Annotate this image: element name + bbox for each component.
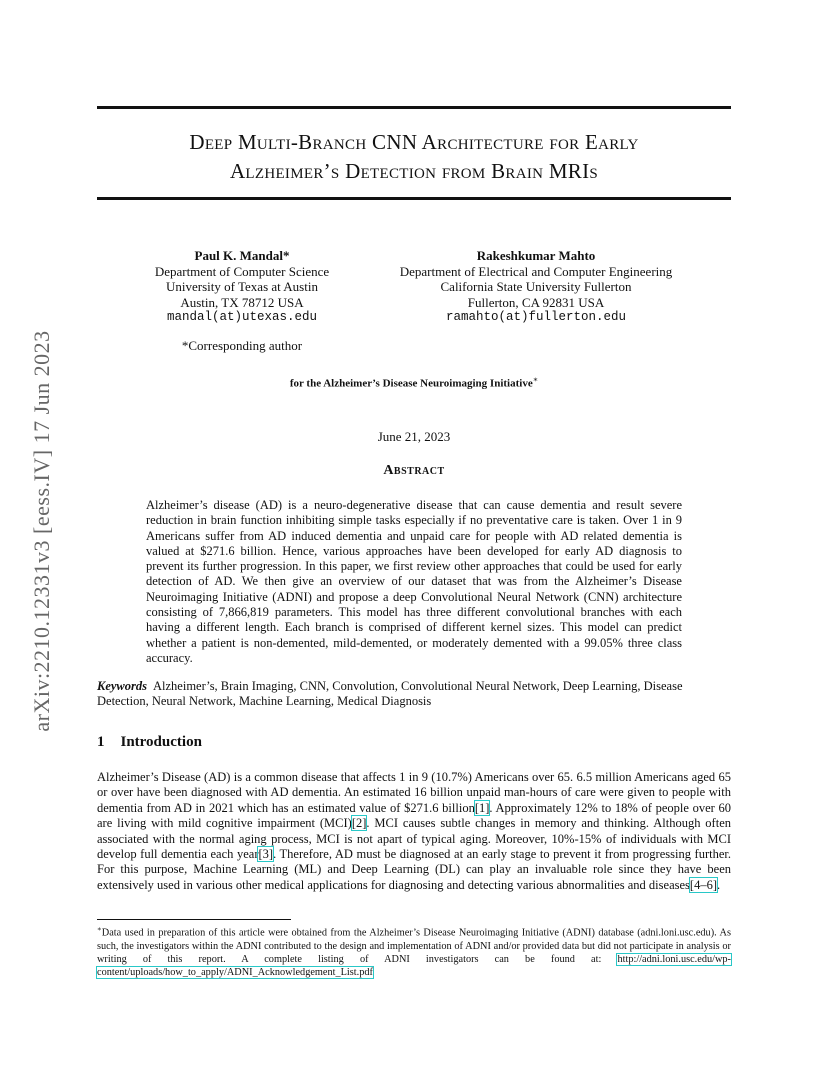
introduction-paragraph (97, 770, 731, 893)
section-heading-introduction (97, 734, 202, 751)
footnote-mark: ∗ (97, 925, 102, 933)
intro-text: . Approximately 12% to 18% of people over 60 are living with mild cognitive impairment (MCI) (97, 800, 731, 831)
title-rule-top (97, 106, 731, 109)
footnote-text: Data used in preparation of this article were obtained from the Alzheimer’s Disease Neuroimaging Initiative (ADNI) database (adni.loni.usc.edu). As such, the investigators within the ADNI contributed to the design and implementation of ADNI and/or provided data but did not participate in analysis or writing of this report. A complete listing of ADNI investigators can be found at: (97, 927, 731, 965)
title-line-1: Deep Multi-Branch CNN Architecture for Early (189, 130, 639, 154)
citation-link[interactable]: [4–6] (689, 877, 717, 892)
paper-date: June 21, 2023 (377, 429, 451, 444)
section-title: Introduction (120, 734, 202, 750)
author-institution: California State University Fullerton (440, 279, 632, 294)
author-name: Paul K. Mandal* (194, 248, 290, 263)
citation-link[interactable]: [3] (258, 847, 274, 862)
author-address: Fullerton, CA 92831 USA (467, 294, 605, 310)
footnote-rule (97, 919, 291, 920)
author-email: ramahto(at)fullerton.edu (445, 310, 627, 324)
corresponding-author-note: *Corresponding author (181, 338, 303, 353)
author-email: mandal(at)utexas.edu (166, 310, 318, 324)
title-line-2: Alzheimer’s Detection from Brain MRIs (229, 159, 599, 183)
author-institution: University of Texas at Austin (166, 279, 318, 294)
initiative-affiliation (97, 375, 731, 390)
keywords-list: Alzheimer’s, Brain Imaging, CNN, Convolution, Convolutional Neural Network, Deep Learning, Disease Detection, Neural Network, Machine Learning, Medical Diagnosis (97, 679, 683, 709)
initiative-text: for the Alzheimer’s Disease Neuroimaging Initiative (289, 377, 533, 390)
arxiv-side-stamp (26, 290, 58, 772)
author-department: Department of Electrical and Computer Engineering (399, 263, 673, 279)
author-block-2 (388, 248, 684, 326)
intro-text: . MCI causes subtle changes in memory and thinking. Although often associated with the normal aging process, MCI is not apart of typical aging. Moreover, 10%-15% of individuals with MCI develop full dementia each year (97, 816, 731, 862)
initiative-footnote-mark[interactable]: ∗ (532, 375, 539, 384)
keywords-label: Keywords (97, 679, 147, 693)
intro-text: Alzheimer’s Disease (AD) is a common disease that affects 1 in 9 (10.7%) Americans over 65. 6.5 million Americans aged 65 or over have been diagnosed with AD dementia. An estimated 16 billion unpaid man-hours of care were given to people with dementia from AD in 2021 which has an estimated value of $271.6 billion (97, 770, 731, 815)
abstract-heading: Abstract (383, 463, 445, 478)
author-block-1 (142, 248, 342, 326)
arxiv-identifier: arXiv:2210.12331v3 [eess.IV] 17 Jun 2023 (29, 330, 54, 732)
citation-link[interactable]: [2] (351, 816, 367, 831)
intro-text: . (716, 877, 721, 892)
paper-title (97, 128, 731, 186)
author-name: Rakeshkumar Mahto (476, 248, 596, 263)
section-number: 1 (97, 734, 105, 750)
title-rule-bottom (97, 197, 731, 200)
footnote (97, 923, 731, 979)
keywords-paragraph (97, 679, 731, 710)
abstract-body: Alzheimer’s disease (AD) is a neuro-degenerative disease that can cause dementia and result severe reduction in brain function inhibiting simple tasks especially if no preventative care is taken. Over 1 in 9 Americans suffer from AD induced dementia and unpaid care for people with AD related dementia is valued at $271.6 billion. Hence, various approaches have been developed for early AD diagnosis to prevent its further progression. In this paper, we first review other approaches that could be used for early detection of AD. We then give an overview of our dataset that was from the Alzheimer’s Disease Neuroimaging Initiative (ADNI) and propose a deep Convolutional Neural Network (CNN) architecture consisting of 7,866,819 parameters. This model has three different convolutional branches with each having a different length. Each branch is comprised of different kernel sizes. This model can predict whether a patient is non-demented, mild-demented, or moderately demented with a 99.05% three class accuracy. (146, 498, 682, 665)
acknowledgement-list-link[interactable]: http://adni.loni.usc.edu/wp-content/uploads/how_to_apply/ADNI_Acknowledgement_List.pdf (97, 953, 731, 979)
citation-link[interactable]: [1] (474, 800, 490, 815)
author-address: Austin, TX 78712 USA (180, 294, 304, 310)
author-department: Department of Computer Science (154, 263, 330, 279)
intro-text: . Therefore, AD must be diagnosed at an early stage to prevent it from progressing further. For this purpose, Machine Learning (ML) and Deep Learning (DL) can play an invaluable role since they have been extensively used in various other medical applications for diagnosing and detecting various abnormalities and diseases (97, 847, 731, 892)
